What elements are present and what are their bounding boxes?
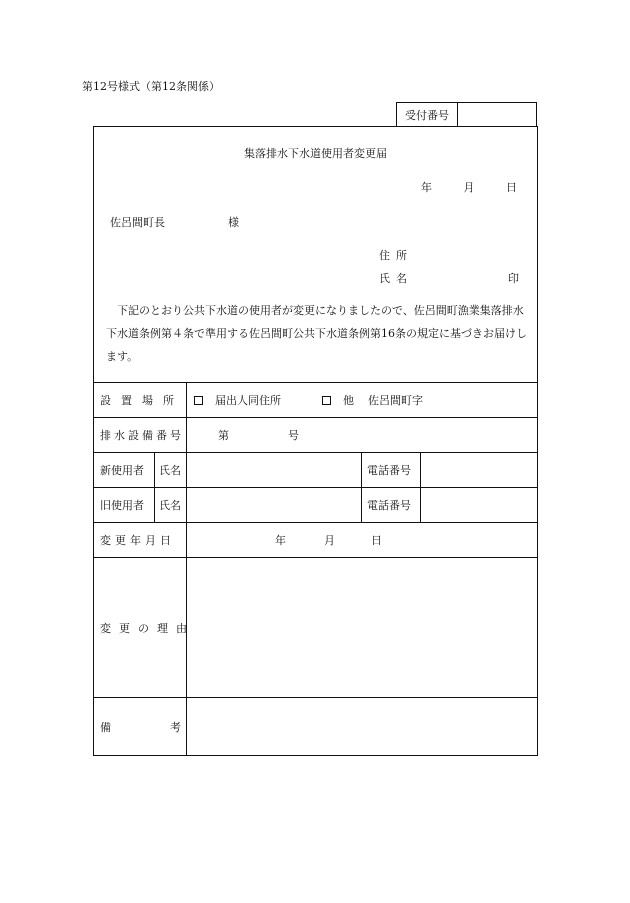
facility-number-label: 排水設備番号 [100, 429, 184, 442]
receipt-number-field[interactable] [458, 103, 536, 126]
date-month-label: 月 [463, 181, 475, 194]
seal-mark: 印 [508, 272, 519, 285]
new-user-phone-label: 電話番号 [367, 464, 411, 477]
facility-number-prefix: 第 [218, 429, 229, 442]
old-user-phone-field[interactable] [421, 488, 537, 522]
change-reason-label: 変更の理由 [100, 621, 195, 635]
change-date-label: 変更年月日 [100, 534, 175, 547]
facility-number-row [94, 418, 537, 453]
addressee: 佐呂間町長 [110, 216, 165, 229]
date-day-label: 日 [506, 181, 517, 194]
applicant-address-label: 住所 [379, 249, 413, 262]
receipt-number-label: 受付番号 [397, 103, 458, 126]
form-title: 集落排水下水道使用者変更届 [244, 147, 387, 160]
location-other-town-label: 佐呂間町字 [368, 394, 423, 407]
new-user-name-label: 氏名 [159, 464, 181, 477]
old-user-phone-label: 電話番号 [367, 499, 411, 512]
change-date-month-label: 月 [324, 534, 335, 547]
location-label-text: 設置場所 [100, 394, 184, 407]
new-user-row [94, 453, 537, 488]
checkbox-icon[interactable] [322, 396, 331, 405]
date-year-label: 年 [421, 181, 432, 194]
new-user-phone-field[interactable] [421, 453, 537, 487]
notification-body-text: 下記のとおり公共下水道の使用者が変更になりましたので、佐呂間町漁業集落排水下水道条例第４条で準用する佐呂間町公共下水道条例第16条の規定に基づきお届けします。 [106, 304, 527, 363]
location-option-other[interactable] [322, 392, 423, 408]
location-option-same[interactable] [194, 392, 281, 408]
form-header-section [94, 127, 537, 383]
change-reason-row [94, 558, 537, 698]
facility-number-suffix: 号 [288, 429, 299, 442]
new-user-label: 新使用者 [100, 464, 144, 477]
old-user-name-label: 氏名 [159, 499, 181, 512]
remarks-label-second: 考 [170, 720, 181, 734]
addressee-honorific: 様 [228, 216, 239, 229]
old-user-label: 旧使用者 [100, 499, 144, 512]
change-reason-field[interactable] [187, 558, 537, 697]
location-option-other-label: 他 [343, 394, 354, 407]
applicant-name-label: 氏名 [379, 272, 413, 285]
installation-location-label [100, 392, 184, 408]
installation-location-row [94, 383, 537, 418]
location-option-same-label: 届出人同住所 [215, 394, 281, 407]
remarks-row [94, 698, 537, 755]
old-user-row [94, 488, 537, 523]
remarks-label-first: 備 [100, 720, 111, 734]
receipt-number-box [396, 102, 537, 126]
submission-date [421, 179, 517, 195]
remarks-field[interactable] [187, 698, 537, 755]
checkbox-icon[interactable] [194, 396, 203, 405]
old-user-name-field[interactable] [187, 488, 360, 522]
new-user-name-field[interactable] [187, 453, 360, 487]
change-date-year-label: 年 [275, 534, 286, 547]
change-date-day-label: 日 [371, 534, 382, 547]
change-date-row [94, 523, 537, 558]
form-number: 第12号様式（第12条関係） [82, 80, 220, 93]
change-notification-form [93, 126, 538, 756]
